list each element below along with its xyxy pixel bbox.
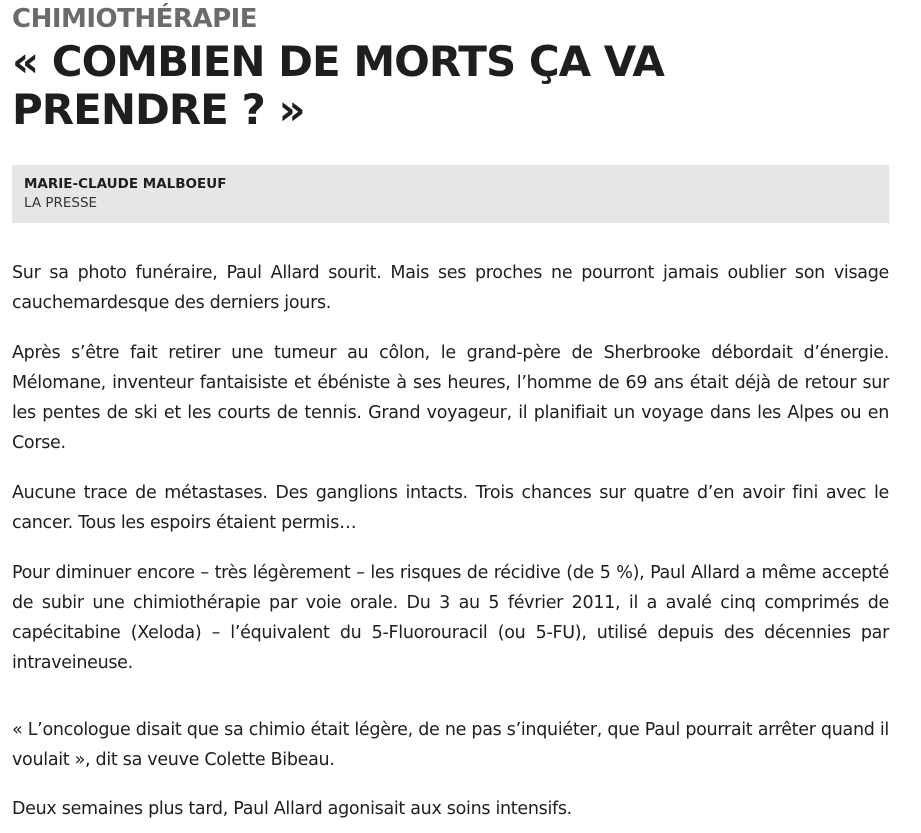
article-paragraph: Deux semaines plus tard, Paul Allard agonisait aux soins intensifs.	[12, 799, 572, 819]
article-headline: « COMBIEN DE MORTS ÇA VA PRENDRE ? »	[12, 37, 664, 134]
article-paragraph: Aucune trace de métastases. Des ganglions intacts. Trois chances sur quatre d’en avoir fini avec le cancer. Tous les espoirs étaient permis…	[12, 483, 889, 533]
byline-outlet: LA PRESSE	[24, 195, 98, 211]
byline-box	[12, 165, 889, 223]
byline-author: MARIE-CLAUDE MALBOEUF	[24, 176, 227, 192]
article-paragraph: Sur sa photo funéraire, Paul Allard sourit. Mais ses proches ne pourront jamais oublier son visage cauchemardesque des derniers jours.	[12, 263, 889, 313]
article-paragraph: Après s’être fait retirer une tumeur au côlon, le grand-père de Sherbrooke débordait d’énergie. Mélomane, inventeur fantaisiste et ébéniste à ses heures, l’homme de 69 ans était déjà de retour sur les pentes de ski et les courts de tennis. Grand voyageur, il planifiait un voyage dans les Alpes ou en Corse.	[12, 343, 889, 453]
article-paragraph: « L’oncologue disait que sa chimio était légère, de ne pas s’inquiéter, que Paul pourrait arrêter quand il voulait », dit sa veuve Colette Bibeau.	[12, 720, 889, 770]
article-paragraph: Pour diminuer encore – très légèrement – les risques de récidive (de 5 %), Paul Allard a même accepté de subir une chimiothérapie par voie orale. Du 3 au 5 février 2011, il a avalé cinq comprimés de capécitabine (Xeloda) – l’équivalent du 5-Fluorouracil (ou 5-FU), utilisé depuis des décennies par intraveineuse.	[12, 563, 889, 673]
article-kicker: CHIMIOTHÉRAPIE	[12, 4, 258, 34]
